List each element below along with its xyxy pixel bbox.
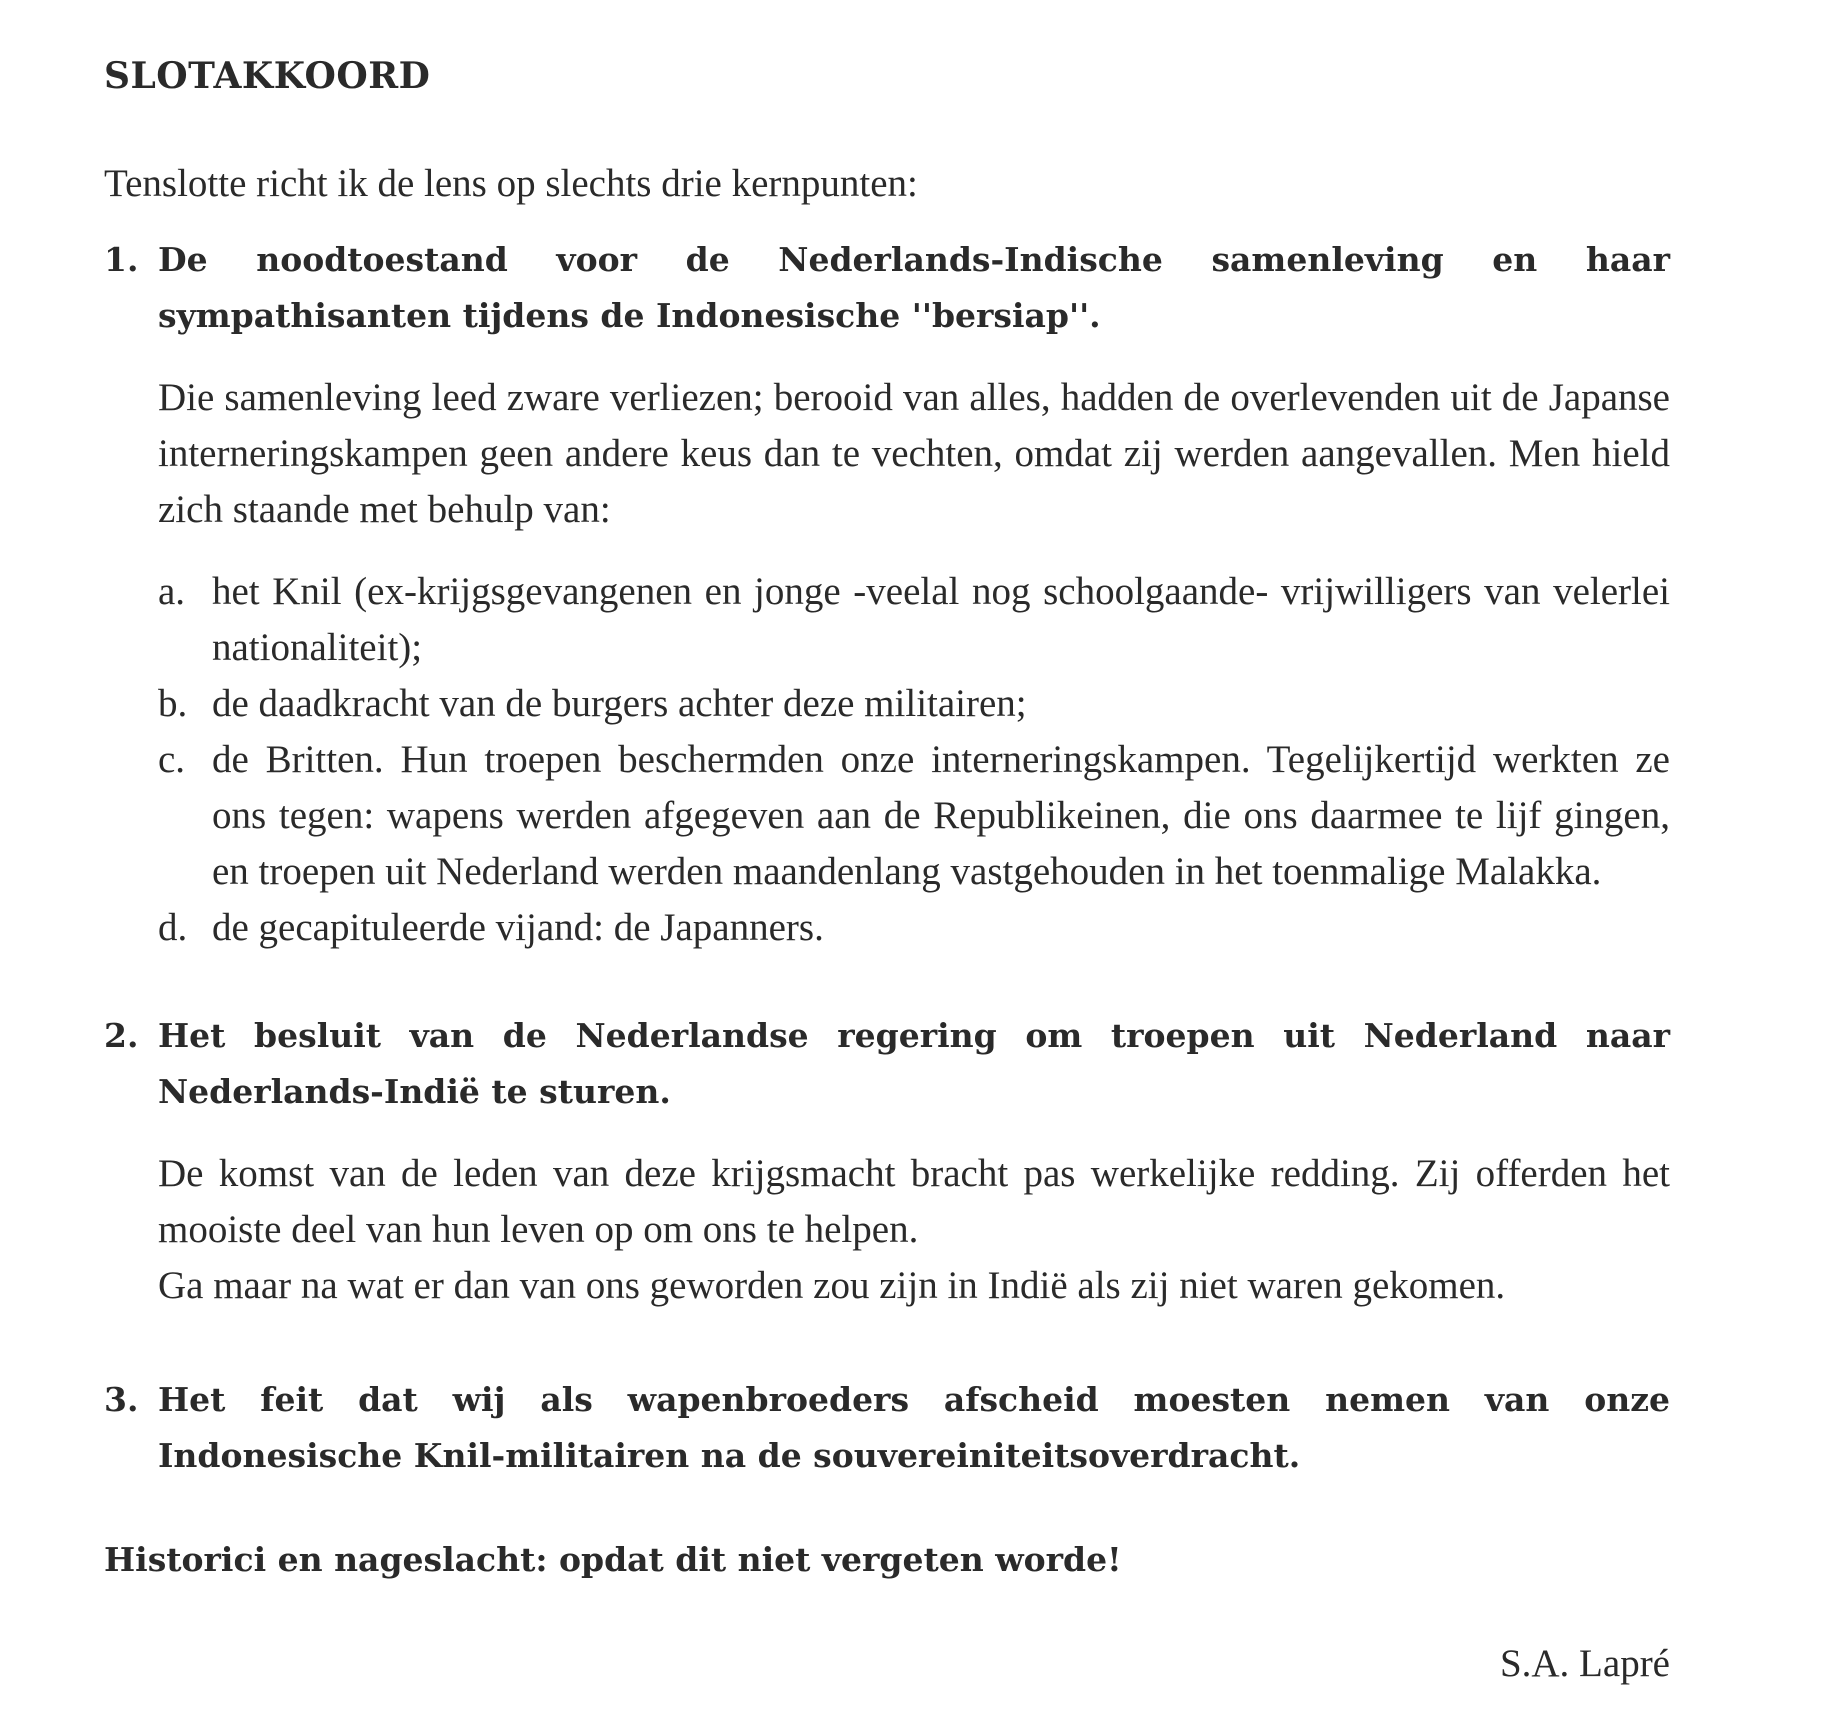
section-1-number: 1.	[104, 240, 139, 279]
section-1	[104, 232, 1670, 956]
document-title: SLOTAKKOORD	[104, 55, 431, 97]
section-1-body	[104, 370, 1670, 538]
section-2-paragraph-1: De komst van de leden van deze krijgsmacht bracht pas werkelijke redding. Zij offerden het mooiste deel van hun leven op om ons te helpen.	[158, 1152, 1670, 1251]
list-item-a-letter: a.	[158, 570, 186, 613]
author-signature: S.A. Lapré	[1499, 1642, 1670, 1685]
list-item-d-letter: d.	[158, 906, 188, 949]
section-2-heading	[104, 1008, 1670, 1120]
section-3	[104, 1372, 1670, 1484]
section-3-number: 3.	[104, 1380, 139, 1419]
list-item-b-letter: b.	[158, 682, 188, 725]
section-2-body	[104, 1146, 1670, 1314]
section-2-paragraph-2: Ga maar na wat er dan van ons geworden zou zijn in Indië als zij niet waren gekomen.	[158, 1264, 1506, 1307]
section-3-heading	[104, 1372, 1670, 1484]
section-1-paragraph: Die samenleving leed zware verliezen; berooid van alles, hadden de overlevenden uit de Japanse interneringskampen geen andere keus dan te vechten, omdat zij werden aangevallen. Men hield zich staande met behulp van:	[158, 376, 1670, 531]
list-item-c-letter: c.	[158, 738, 186, 781]
list-item-d	[104, 900, 1670, 956]
list-item-b	[104, 676, 1670, 732]
section-2-number: 2.	[104, 1016, 139, 1055]
intro-text: Tenslotte richt ik de lens op slechts drie kernpunten:	[104, 162, 918, 205]
section-2	[104, 1008, 1670, 1314]
closing-statement: Historici en nageslacht: opdat dit niet vergeten worde!	[104, 1540, 1122, 1579]
section-3-heading-text: Het feit dat wij als wapenbroeders afscheid moesten nemen van onze Indonesische Knil-militairen na de souvereiniteitsoverdracht.	[158, 1380, 1670, 1475]
list-item-b-text: de daadkracht van de burgers achter deze militairen;	[212, 682, 1027, 725]
list-item-a-text: het Knil (ex-krijgsgevangenen en jonge -veelal nog schoolgaande- vrijwilligers van velerlei nationaliteit);	[212, 570, 1670, 669]
list-item-d-text: de gecapituleerde vijand: de Japanners.	[212, 906, 824, 949]
section-1-list	[104, 564, 1670, 956]
list-item-c	[104, 732, 1670, 900]
section-2-heading-text: Het besluit van de Nederlandse regering om troepen uit Nederland naar Nederlands-Indië te sturen.	[158, 1016, 1670, 1111]
section-1-heading-text: De noodtoestand voor de Nederlands-Indische samenleving en haar sympathisanten tijdens de Indonesische ''bersiap''.	[158, 240, 1670, 335]
list-item-c-text: de Britten. Hun troepen beschermden onze interneringskampen. Tegelijkertijd werkten ze ons tegen: wapens werden afgegeven aan de Republikeinen, die ons daarmee te lijf gingen, en troepen uit Nederland werden maandenlang vastgehouden in het toenmalige Malakka.	[212, 738, 1670, 893]
section-1-heading	[104, 232, 1670, 344]
list-item-a	[104, 564, 1670, 676]
document-page	[104, 48, 1670, 1692]
